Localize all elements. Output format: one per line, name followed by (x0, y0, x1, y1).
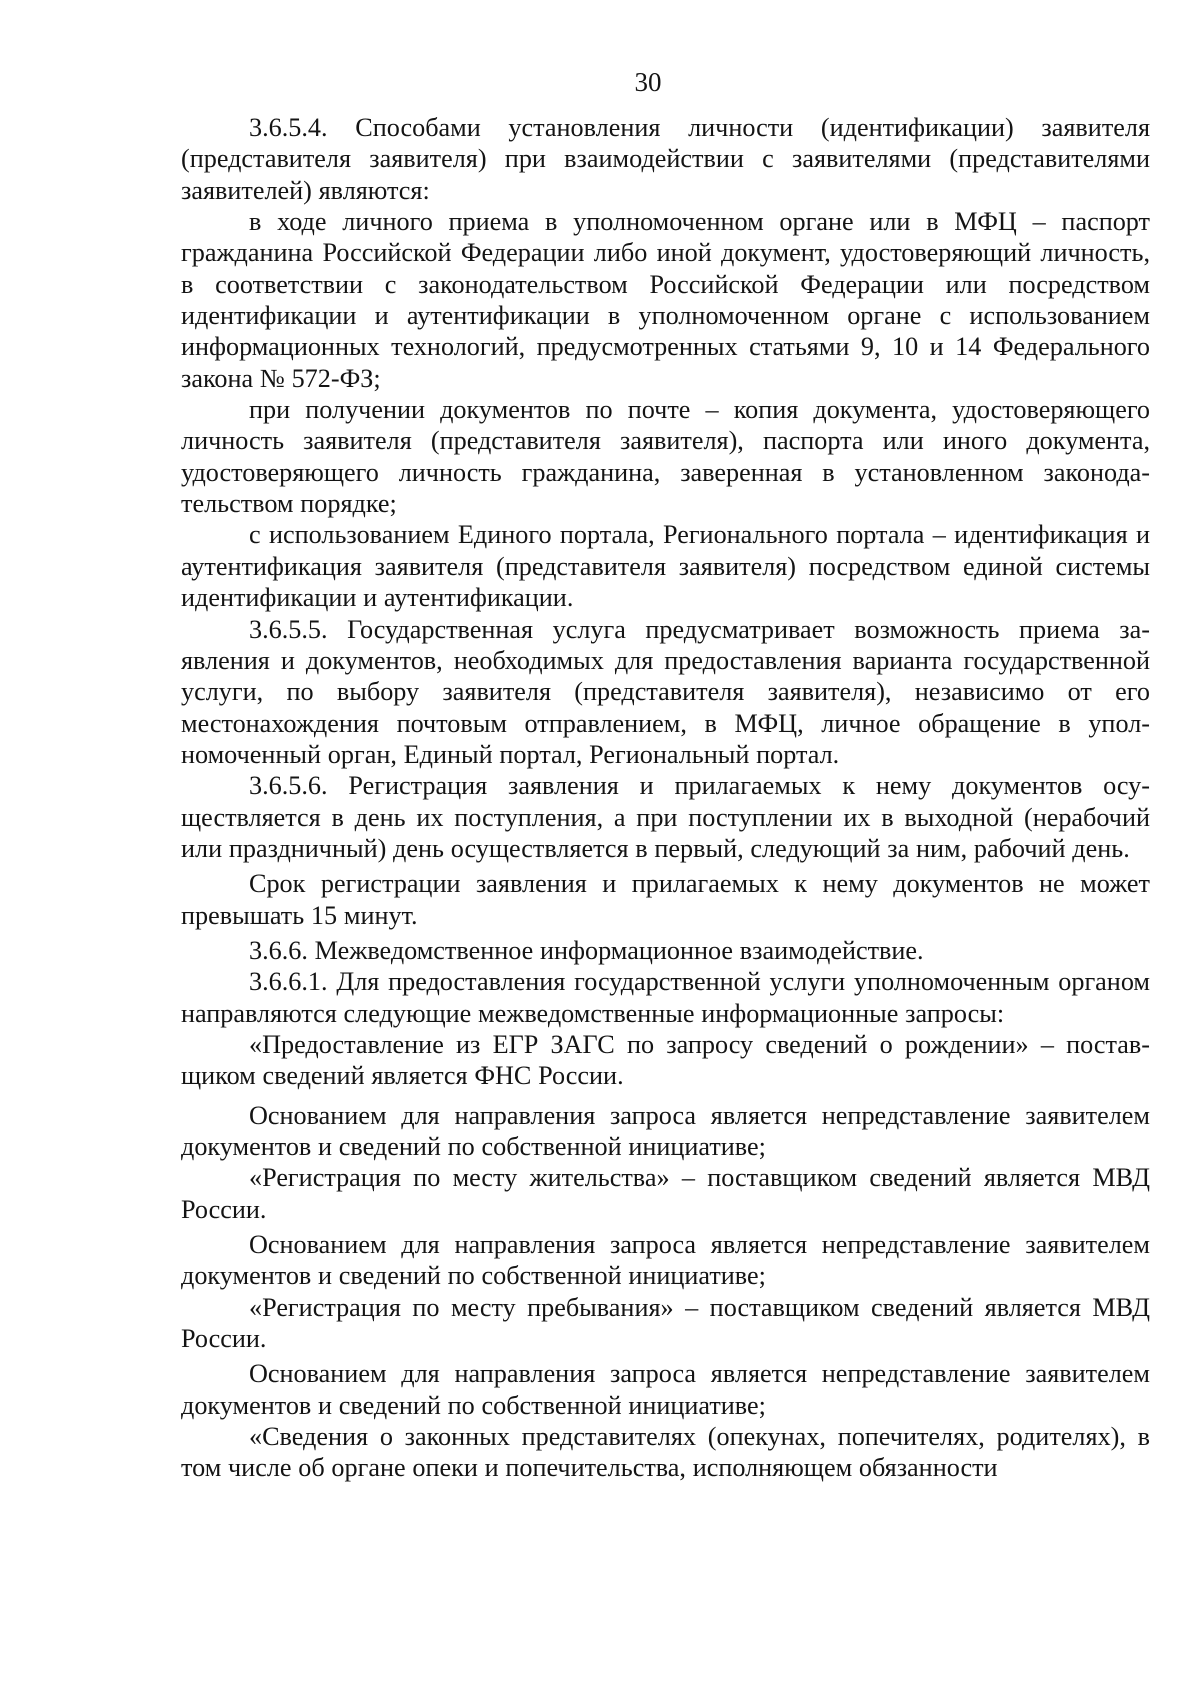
paragraph-request-legal-representatives: «Сведения о законных представителях (опекунах, попечителях, родителях), в том числе об органе опеки и попечительства, исполняющем обязанности (181, 1422, 1150, 1483)
paragraph-3-6-5-5: 3.6.5.5. Государственная услуга предусматривает возможность приема заявления и документов, необходимых для предоставления варианта государственной услуги, по выбору заявителя (представителя заявителя), независимо от его местонахождения почтовым отправлением, в МФЦ, личное обращение в уполномоченный орган, Единый портал, Региональный портал. (181, 614, 1150, 769)
paragraph-3-6-5-6: 3.6.5.6. Регистрация заявления и прилагаемых к нему документов осуществляется в день их поступления, а при поступлении их в выходной (нерабочий или праздничный) день осуществляется в первый, следующий за ним, рабочий день. (181, 771, 1150, 863)
paragraph-personal-reception: в ходе личного приема в уполномоченном органе или в МФЦ – паспорт гражданина Российской Федерации либо иной документ, удостоверяющий личность, в соответствии с законодательством Российской Федерации или посредством идентификации и аутентификации в уполномоченном органе с использованием информационных технологий, предусмотренных статьями 9, 10 и 14 Федерального закона № 572-ФЗ; (181, 207, 1150, 393)
paragraph-basis-1: Основанием для направления запроса является непредставление заявителем документов и сведений по собственной инициативе; (181, 1100, 1150, 1161)
paragraph-3-6-6: 3.6.6. Межведомственное информационное взаимодействие. (249, 935, 924, 965)
paragraph-basis-2: Основанием для направления запроса является непредставление заявителем документов и сведений по собственной инициативе; (181, 1230, 1150, 1291)
paragraph-3-6-6-1: 3.6.6.1. Для предоставления государственной услуги уполномоченным органом направляются следующие межведомственные информационные запросы: (181, 967, 1150, 1028)
document-body (181, 112, 1150, 1484)
paragraph-request-residence: «Регистрация по месту жительства» – поставщиком сведений является МВД России. (181, 1163, 1150, 1224)
paragraph-basis-3: Основанием для направления запроса является непредставление заявителем документов и сведений по собственной инициативе; (181, 1359, 1150, 1420)
paragraph-request-egr-zags: «Предоставление из ЕГР ЗАГС по запросу сведений о рождении» – поставщиком сведений является ФНС России. (181, 1029, 1150, 1091)
paragraph-portal: с использованием Единого портала, Регионального портала – идентификация и аутентификация заявителя (представителя заявителя) посредством единой системы идентификации и аутентификации. (181, 520, 1150, 613)
paragraph-registration-term: Срок регистрации заявления и прилагаемых к нему документов не может превышать 15 минут. (181, 869, 1150, 930)
page-number: 30 (634, 67, 662, 97)
paragraph-request-stay: «Регистрация по месту пребывания» – поставщиком сведений является МВД России. (181, 1292, 1150, 1354)
paragraph-3-6-5-4: 3.6.5.4. Способами установления личности (идентификации) заявителя (представителя заявителя) при взаимодействии с заявителями (представителями заявителей) являются: (181, 113, 1150, 205)
paragraph-by-mail: при получении документов по почте – копия документа, удостоверяющего личность заявителя (представителя заявителя), паспорта или иного документа, удостоверяющего личность гражданина, заверенная в установленном законодательством порядке; (181, 395, 1150, 519)
